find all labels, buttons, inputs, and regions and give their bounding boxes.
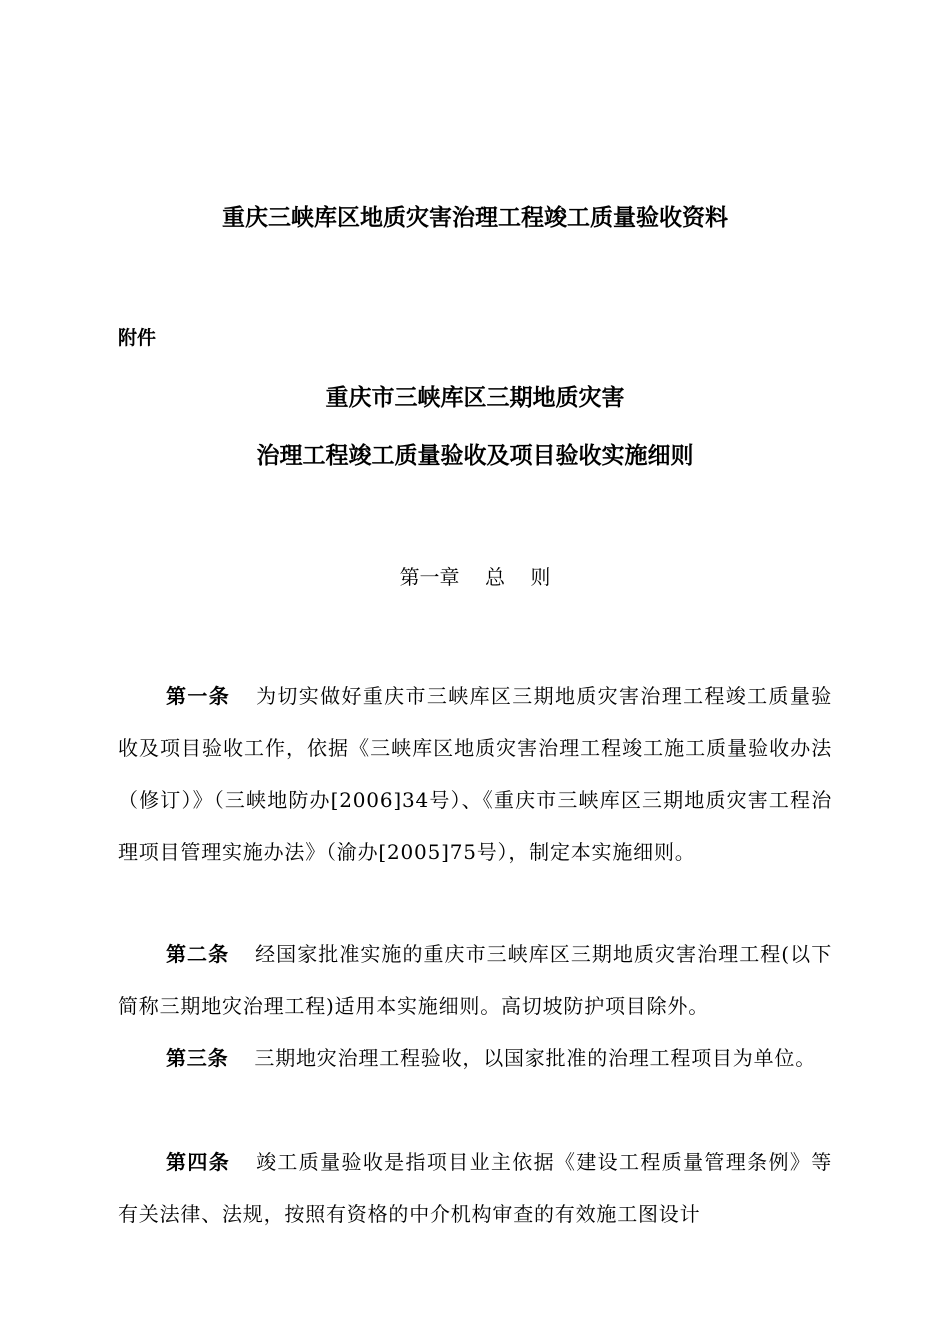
main-title-line-2: 治理工程竣工质量验收及项目验收实施细则 (256, 442, 694, 469)
chapter-heading: 第一章 总 则 (399, 565, 551, 589)
article-paragraph-1 (118, 670, 832, 878)
document-title: 重庆三峡库区地质灾害治理工程竣工质量验收资料 (222, 204, 728, 231)
article-label: 第四条 (166, 1150, 231, 1174)
attachment-label: 附件 (118, 327, 157, 349)
article-text: 为切实做好重庆市三峡库区三期地质灾害治理工程竣工质量验收及项目验收工作，依据《三峡库区地质灾害治理工程竣工施工质量验收办法（修订）》（三峡地防办[2006]34号）、《重庆市三峡库区三期地质灾害工程治理项目管理实施办法》（渝办[2005]75号），制定本实施细则。 (118, 684, 832, 864)
main-title-line-1: 重庆市三峡库区三期地质灾害 (325, 384, 625, 411)
article-label: 第三条 (166, 1046, 229, 1070)
article-label: 第一条 (166, 684, 231, 708)
article-paragraph-2 (118, 928, 832, 1032)
article-paragraph-4 (118, 1136, 832, 1240)
article-text: 三期地灾治理工程验收，以国家批准的治理工程项目为单位。 (254, 1046, 817, 1070)
article-text: 经国家批准实施的重庆市三峡库区三期地质灾害治理工程(以下简称三期地灾治理工程)适用本实施细则。高切坡防护项目除外。 (118, 942, 832, 1018)
article-label: 第二条 (166, 942, 230, 966)
article-text: 竣工质量验收是指项目业主依据《建设工程质量管理条例》等有关法律、法规，按照有资格的中介机构审查的有效施工图设计 (118, 1150, 832, 1226)
article-paragraph-3 (118, 1032, 832, 1084)
